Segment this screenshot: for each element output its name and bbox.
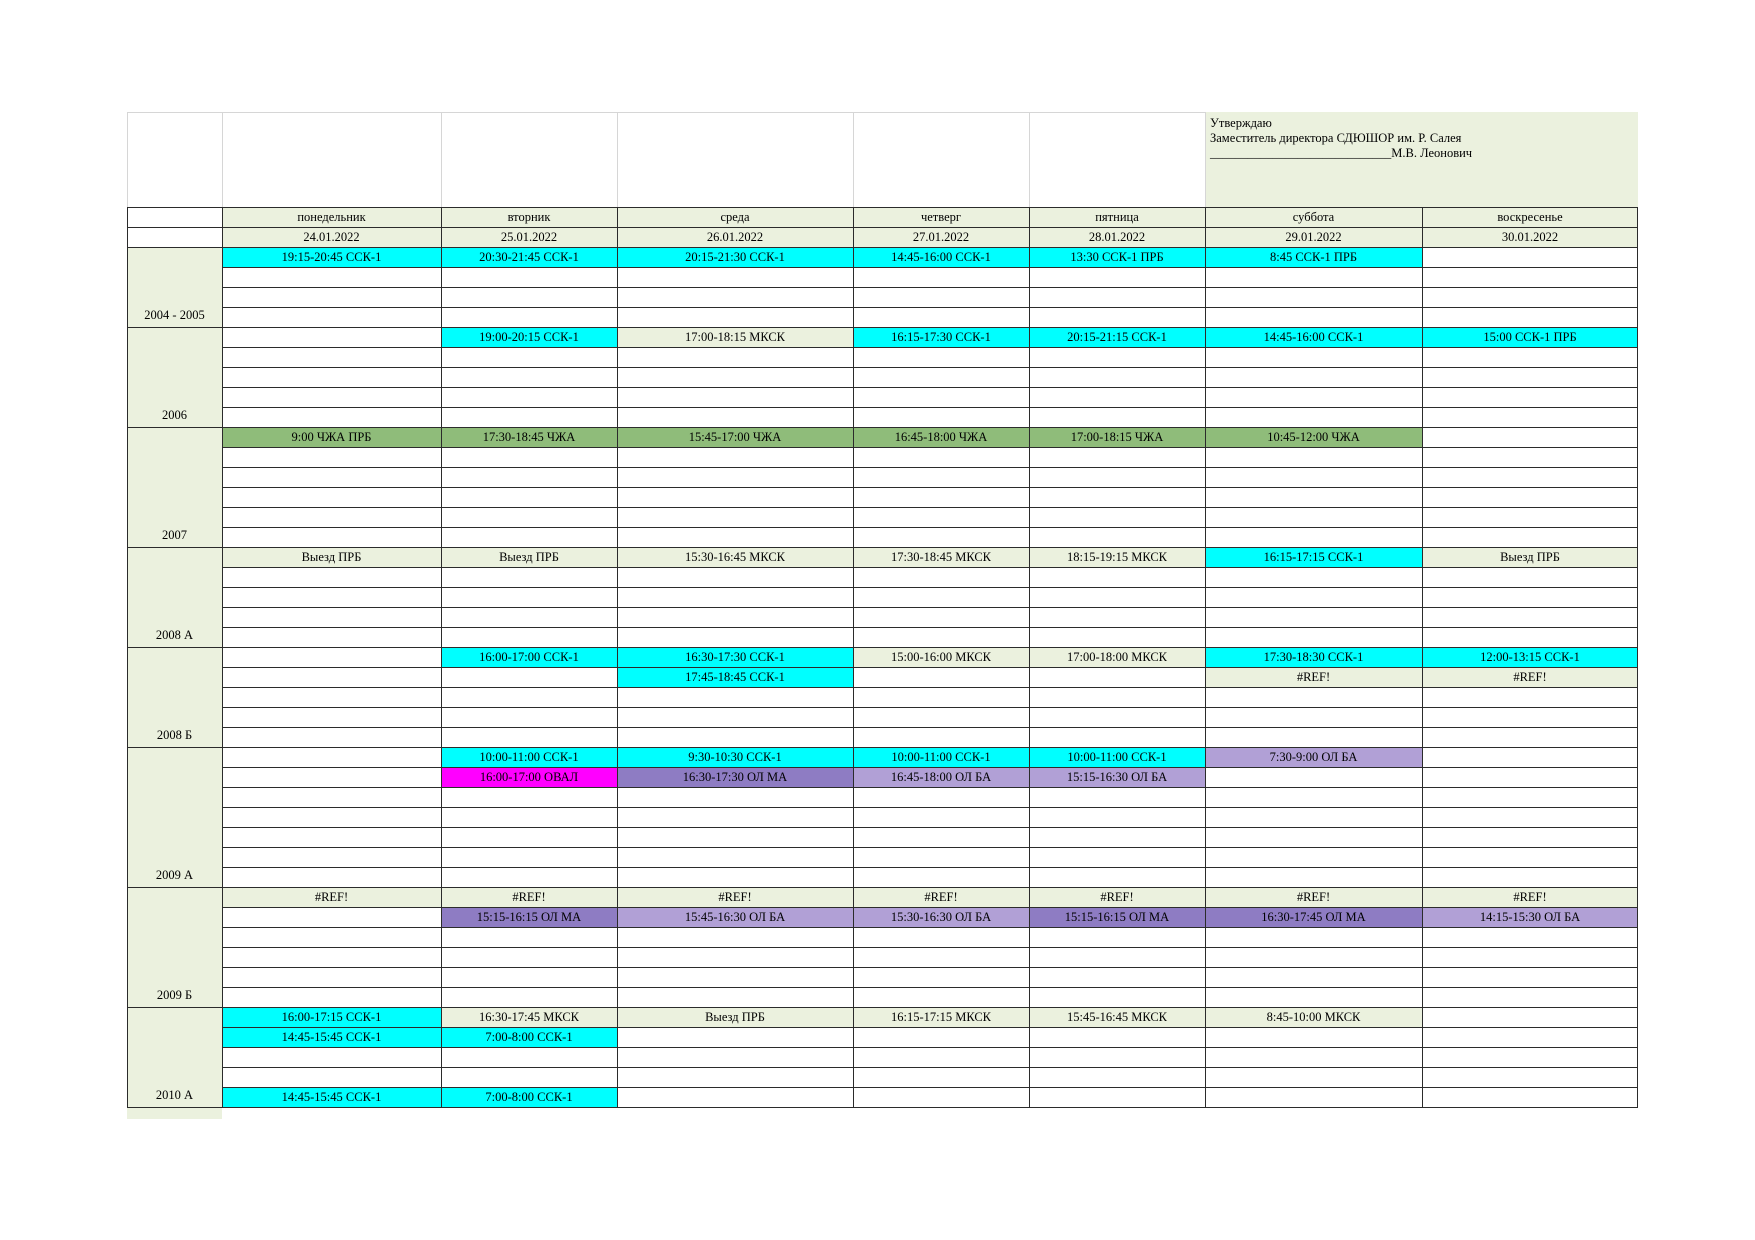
session-cell: 19:00-20:15 ССК-1 [441, 327, 617, 347]
session-cell: 19:15-20:45 ССК-1 [222, 247, 441, 267]
date-header-3: 26.01.2022 [617, 227, 853, 247]
grid-line [1029, 207, 1030, 1107]
grid-line [441, 207, 442, 1107]
grid-line [222, 727, 1638, 728]
grid-line [222, 307, 1638, 308]
grid-line [222, 287, 1638, 288]
grid-line [222, 587, 1638, 588]
session-cell: #REF! [853, 887, 1029, 907]
grid-line [222, 847, 1638, 848]
session-cell: 16:45-18:00 ЧЖА [853, 427, 1029, 447]
session-cell: 13:30 ССК-1 ПРБ [1029, 247, 1205, 267]
header-gridline [617, 112, 618, 207]
grid-line [222, 387, 1638, 388]
session-cell: #REF! [1029, 887, 1205, 907]
session-cell: 16:00-17:00 ОВАЛ [441, 767, 617, 787]
grid-line [222, 927, 1638, 928]
grid-line [222, 987, 1638, 988]
grid-line [1205, 207, 1206, 1107]
approval-block [1205, 112, 1638, 207]
session-cell: 17:30-18:45 МКСК [853, 547, 1029, 567]
grid-line [127, 887, 1638, 888]
header-gridline [222, 112, 223, 207]
year-group: 2007 [127, 427, 222, 547]
session-cell: 17:00-18:15 ЧЖА [1029, 427, 1205, 447]
session-cell: 12:00-13:15 ССК-1 [1422, 647, 1638, 667]
session-cell: #REF! [1422, 667, 1638, 687]
session-cell: 7:00-8:00 ССК-1 [441, 1027, 617, 1047]
year-group: 2004 - 2005 [127, 247, 222, 327]
day-header-2: вторник [441, 207, 617, 227]
grid-line [222, 707, 1638, 708]
grid-line [222, 907, 1638, 908]
session-cell: Выезд ПРБ [617, 1007, 853, 1027]
session-cell: 10:00-11:00 ССК-1 [1029, 747, 1205, 767]
grid-line [222, 1087, 1638, 1088]
session-cell: 20:15-21:30 ССК-1 [617, 247, 853, 267]
approval-line1: Утверждаю [1210, 116, 1272, 130]
session-cell: 9:00 ЧЖА ПРБ [222, 427, 441, 447]
session-cell: 14:15-15:30 ОЛ БА [1422, 907, 1638, 927]
day-header-6: суббота [1205, 207, 1422, 227]
session-cell: #REF! [222, 887, 441, 907]
session-cell: 16:30-17:30 ОЛ МА [617, 767, 853, 787]
day-header-1: понедельник [222, 207, 441, 227]
session-cell: #REF! [1205, 887, 1422, 907]
grid-line [127, 747, 1638, 748]
session-cell: 15:00-16:00 МКСК [853, 647, 1029, 667]
grid-line [222, 567, 1638, 568]
session-cell: 7:30-9:00 ОЛ БА [1205, 747, 1422, 767]
grid-line [222, 767, 1638, 768]
grid-line [127, 247, 1638, 248]
grid-line [222, 407, 1638, 408]
session-cell: 16:45-18:00 ОЛ БА [853, 767, 1029, 787]
date-header-4: 27.01.2022 [853, 227, 1029, 247]
grid-line [222, 207, 223, 1107]
date-header-6: 29.01.2022 [1205, 227, 1422, 247]
grid-line [127, 227, 1638, 228]
year-group: 2010 А [127, 1007, 222, 1107]
session-cell: 15:45-16:30 ОЛ БА [617, 907, 853, 927]
day-header-4: четверг [853, 207, 1029, 227]
grid-line [127, 207, 128, 1107]
grid-line [127, 207, 1638, 208]
session-cell: 9:30-10:30 ССК-1 [617, 747, 853, 767]
session-cell: 17:45-18:45 ССК-1 [617, 667, 853, 687]
session-cell: 14:45-16:00 ССК-1 [853, 247, 1029, 267]
session-cell: 15:15-16:15 ОЛ МА [441, 907, 617, 927]
grid-line [222, 347, 1638, 348]
session-cell: 15:00 ССК-1 ПРБ [1422, 327, 1638, 347]
session-cell: 17:00-18:15 МКСК [617, 327, 853, 347]
session-cell: 20:30-21:45 ССК-1 [441, 247, 617, 267]
session-cell: 18:15-19:15 МКСК [1029, 547, 1205, 567]
grid-line [222, 467, 1638, 468]
session-cell: 16:15-17:15 ССК-1 [1205, 547, 1422, 567]
year-group [127, 1107, 222, 1119]
session-cell: 14:45-16:00 ССК-1 [1205, 327, 1422, 347]
session-cell: 8:45-10:00 МКСК [1205, 1007, 1422, 1027]
session-cell: 15:45-16:45 МКСК [1029, 1007, 1205, 1027]
session-cell: 16:30-17:45 ОЛ МА [1205, 907, 1422, 927]
grid-line [127, 547, 1638, 548]
session-cell: 16:30-17:45 МКСК [441, 1007, 617, 1027]
grid-line [222, 687, 1638, 688]
grid-line [222, 947, 1638, 948]
date-header-7: 30.01.2022 [1422, 227, 1638, 247]
grid-line [222, 487, 1638, 488]
grid-line [222, 827, 1638, 828]
session-cell: 17:00-18:00 МКСК [1029, 647, 1205, 667]
grid-line [222, 667, 1638, 668]
grid-line [222, 367, 1638, 368]
session-cell: 7:00-8:00 ССК-1 [441, 1087, 617, 1107]
grid-line [222, 507, 1638, 508]
grid-line [853, 207, 854, 1107]
session-cell: 16:15-17:15 МКСК [853, 1007, 1029, 1027]
grid-line [127, 647, 1638, 648]
session-cell: 15:30-16:45 МКСК [617, 547, 853, 567]
session-cell: 10:00-11:00 ССК-1 [853, 747, 1029, 767]
grid-line [222, 527, 1638, 528]
date-header-5: 28.01.2022 [1029, 227, 1205, 247]
grid-line [127, 1007, 1638, 1008]
year-group: 2008 А [127, 547, 222, 647]
grid-line [127, 427, 1638, 428]
session-cell: 17:30-18:45 ЧЖА [441, 427, 617, 447]
date-header-2: 25.01.2022 [441, 227, 617, 247]
grid-line [1637, 207, 1638, 1107]
header-gridline [1205, 112, 1206, 207]
session-cell: #REF! [441, 887, 617, 907]
year-group: 2006 [127, 327, 222, 427]
session-cell: 15:45-17:00 ЧЖА [617, 427, 853, 447]
grid-line [127, 327, 1638, 328]
session-cell: #REF! [1422, 887, 1638, 907]
grid-line [222, 607, 1638, 608]
header-gridline [441, 112, 442, 207]
session-cell: 8:45 ССК-1 ПРБ [1205, 247, 1422, 267]
session-cell: 14:45-15:45 ССК-1 [222, 1087, 441, 1107]
grid-line [222, 1067, 1638, 1068]
day-header-5: пятница [1029, 207, 1205, 227]
approval-line2: Заместитель директора СДЮШОР им. Р. Салея [1210, 131, 1462, 145]
grid-line [222, 1027, 1638, 1028]
session-cell: Выезд ПРБ [222, 547, 441, 567]
session-cell: 10:45-12:00 ЧЖА [1205, 427, 1422, 447]
grid-line [617, 207, 618, 1107]
grid-line [222, 967, 1638, 968]
date-header-1: 24.01.2022 [222, 227, 441, 247]
session-cell: 16:00-17:15 ССК-1 [222, 1007, 441, 1027]
grid-line [222, 627, 1638, 628]
session-cell: Выезд ПРБ [1422, 547, 1638, 567]
schedule-sheet [127, 112, 1638, 1119]
session-cell: #REF! [617, 887, 853, 907]
header-gridline [127, 112, 1205, 113]
year-group: 2009 Б [127, 887, 222, 1007]
session-cell: 16:00-17:00 ССК-1 [441, 647, 617, 667]
grid-line [222, 787, 1638, 788]
session-cell: 16:15-17:30 ССК-1 [853, 327, 1029, 347]
approval-line3: _____________________________М.В. Леонович [1210, 146, 1473, 160]
grid-line [1422, 207, 1423, 1107]
grid-line [222, 867, 1638, 868]
session-cell: 17:30-18:30 ССК-1 [1205, 647, 1422, 667]
grid-line [222, 447, 1638, 448]
day-header-3: среда [617, 207, 853, 227]
header-gridline [853, 112, 854, 207]
session-cell: 15:15-16:15 ОЛ МА [1029, 907, 1205, 927]
year-group: 2009 А [127, 747, 222, 887]
session-cell: 14:45-15:45 ССК-1 [222, 1027, 441, 1047]
grid-line [222, 1047, 1638, 1048]
year-group: 2008 Б [127, 647, 222, 747]
grid-line [127, 1107, 1638, 1108]
day-header-7: воскресенье [1422, 207, 1638, 227]
session-cell: 10:00-11:00 ССК-1 [441, 747, 617, 767]
session-cell: 15:15-16:30 ОЛ БА [1029, 767, 1205, 787]
header-gridline [1029, 112, 1030, 207]
session-cell: #REF! [1205, 667, 1422, 687]
session-cell: Выезд ПРБ [441, 547, 617, 567]
session-cell: 20:15-21:15 ССК-1 [1029, 327, 1205, 347]
session-cell: 16:30-17:30 ССК-1 [617, 647, 853, 667]
session-cell: 15:30-16:30 ОЛ БА [853, 907, 1029, 927]
header-gridline [127, 112, 128, 207]
grid-line [222, 267, 1638, 268]
grid-line [222, 807, 1638, 808]
